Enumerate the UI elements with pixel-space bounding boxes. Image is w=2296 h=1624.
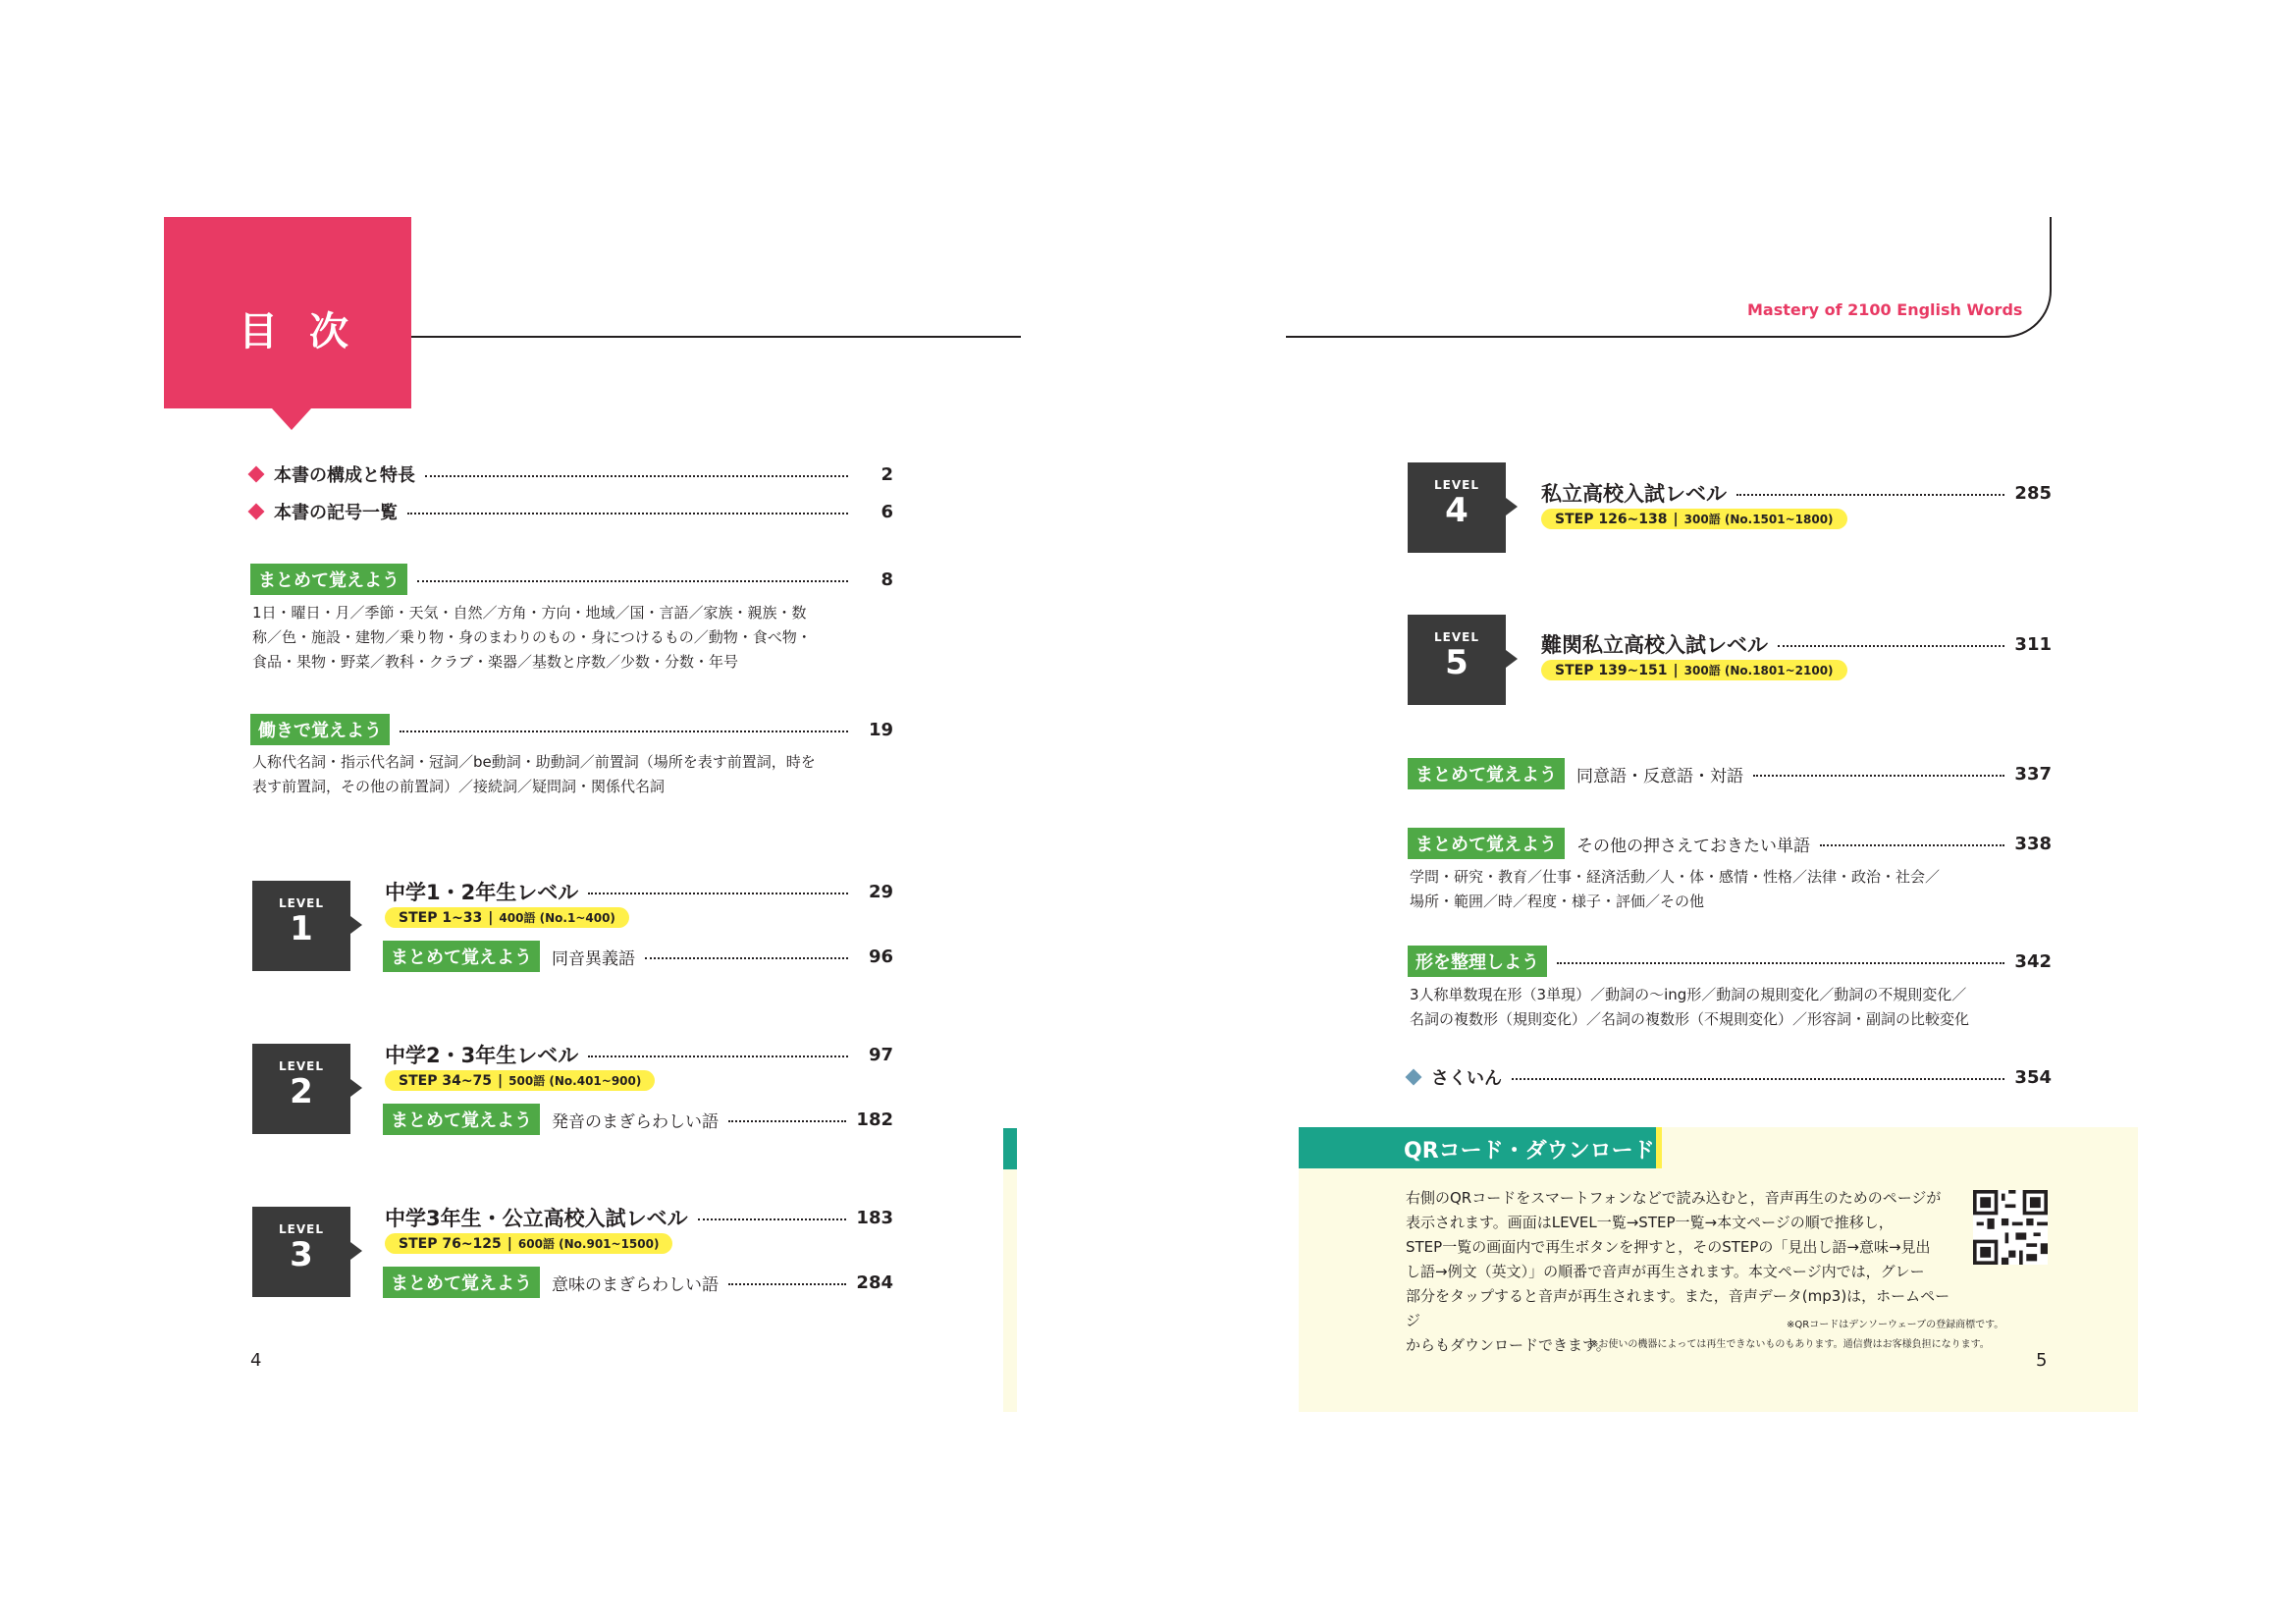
leader-dots: [588, 1056, 848, 1057]
qr-title: QRコード・ダウンロード: [1404, 1139, 1655, 1164]
section-tag: まとめて覚えよう: [383, 1104, 540, 1135]
toc-page: 342: [2014, 950, 2052, 972]
step-range: STEP 76~125: [399, 1236, 502, 1252]
toc-page: 284: [856, 1272, 893, 1293]
leader-dots: [728, 1283, 846, 1285]
word-range: 300語 (No.1801~2100): [1683, 664, 1834, 677]
note-line: 学問・研究・教育／仕事・経済活動／人・体・感情・性格／法律・政治・社会／: [1410, 868, 1941, 886]
toc-page: 337: [2014, 763, 2052, 785]
leader-dots: [1557, 962, 2004, 964]
level-title: 中学1・2年生レベル: [385, 881, 579, 904]
header-curve: [1993, 217, 2052, 338]
leader-dots: [698, 1218, 847, 1220]
step-pill-4: STEP 126~138 | 300語 (No.1501~1800): [1541, 509, 1847, 529]
other-words-note: [1410, 865, 1940, 914]
level-word: LEVEL: [279, 896, 324, 910]
qr-note-trademark: ※QRコードはデンソーウェーブの登録商標です。: [1787, 1320, 2004, 1330]
level-word: LEVEL: [279, 1222, 324, 1236]
toc-page: 29: [868, 881, 893, 902]
level-number: 1: [290, 909, 313, 948]
group1-note: [252, 601, 812, 675]
step-range: STEP 139~151: [1555, 663, 1668, 678]
page-title: 目次: [239, 309, 380, 354]
section-tag: まとめて覚えよう: [383, 941, 540, 972]
note-line: 3人称単数現在形（3単現）／動詞の～ing形／動詞の規則変化／動詞の不規則変化／: [1410, 986, 1967, 1003]
level-badge-1: [252, 881, 350, 971]
step-pill-3: STEP 76~125 | 600語 (No.901~1500): [385, 1233, 672, 1254]
side-tab-cream: [1003, 1169, 1017, 1412]
leader-dots: [400, 731, 848, 732]
sub-label: その他の押さえておきたい単語: [1576, 836, 1810, 856]
leader-dots: [407, 513, 848, 514]
leader-dots: [1778, 645, 2004, 647]
leader-dots: [417, 580, 848, 582]
note-line: 1日・曜日・月／季節・天気・自然／方角・方向・地域／国・言語／家族・親族・数: [252, 604, 807, 622]
toc-page: 97: [868, 1044, 893, 1065]
toc-row-level-2-sub[interactable]: [383, 1104, 893, 1135]
word-range: 300語 (No.1501~1800): [1683, 513, 1834, 526]
word-range: 600語 (No.901~1500): [517, 1237, 660, 1251]
toc-label: 本書の構成と特長: [274, 465, 415, 486]
level-number: 4: [1445, 491, 1468, 530]
step-pill-5: STEP 139~151 | 300語 (No.1801~2100): [1541, 660, 1847, 680]
level-badge-4: [1408, 462, 1506, 553]
leader-dots: [425, 475, 848, 477]
qr-body-line: 右側のQRコードをスマートフォンなどで読み込むと，音声再生のためのページが: [1406, 1189, 1942, 1207]
level-badge-5: [1408, 615, 1506, 705]
toc-page: 6: [881, 501, 893, 522]
leader-dots: [645, 957, 848, 959]
toc-row-level-3-sub[interactable]: [383, 1267, 893, 1298]
step-range: STEP 126~138: [1555, 512, 1668, 527]
header-rule-left: [411, 336, 1021, 338]
step-pill-1: STEP 1~33 | 400語 (No.1~400): [385, 907, 629, 928]
toc-row-level-5[interactable]: [1541, 629, 2052, 659]
toc-page: 182: [856, 1109, 893, 1130]
level-number: 5: [1445, 643, 1468, 682]
level-title: 私立高校入試レベル: [1541, 482, 1727, 506]
section-tag: 働きで覚えよう: [250, 714, 390, 745]
word-range: 400語 (No.1~400): [499, 911, 615, 925]
section-tag: まとめて覚えよう: [383, 1267, 540, 1298]
forms-note: [1410, 983, 1969, 1032]
level-badge-3: [252, 1207, 350, 1297]
step-range: STEP 1~33: [399, 910, 483, 926]
leader-dots: [1736, 494, 2004, 496]
word-range: 500語 (No.401~900): [508, 1074, 642, 1088]
toc-row-intro-2[interactable]: [250, 499, 893, 524]
sub-label: 発音のまぎらわしい語: [552, 1111, 719, 1132]
toc-page: 338: [2014, 833, 2052, 854]
level-word: LEVEL: [1434, 630, 1479, 644]
note-line: 表す前置詞，その他の前置詞）／接続詞／疑問詞・関係代名詞: [252, 778, 666, 795]
toc-page: 96: [868, 946, 893, 967]
leader-dots: [588, 893, 848, 894]
section-tag: まとめて覚えよう: [1408, 828, 1565, 859]
level-number: 2: [290, 1072, 313, 1111]
toc-row-level-4[interactable]: [1541, 478, 2052, 508]
level-word: LEVEL: [1434, 478, 1479, 492]
diamond-icon: [1406, 1069, 1422, 1086]
toc-page: 19: [868, 719, 893, 740]
sub-label: 同音異義語: [552, 948, 635, 969]
toc-page: 285: [2014, 482, 2052, 504]
toc-row-level-2[interactable]: [385, 1040, 893, 1069]
toc-row-forms[interactable]: [1408, 946, 2052, 977]
qr-code-icon[interactable]: [1973, 1190, 2048, 1265]
note-line: 称／色・施設・建物／乗り物・身のまわりのもの・身につけるもの／動物・食べ物・: [252, 628, 812, 646]
page-number-right: 5: [2036, 1350, 2048, 1371]
series-title: Mastery of 2100 English Words: [1747, 300, 2023, 319]
diamond-icon: [248, 466, 265, 483]
leader-dots: [1512, 1078, 2004, 1080]
level-badge-2: [252, 1044, 350, 1134]
note-line: 食品・果物・野菜／教科・クラブ・楽器／基数と序数／少数・分数・年号: [252, 653, 739, 671]
qr-body: [1406, 1186, 1955, 1358]
page-number-left: 4: [250, 1350, 262, 1371]
section-tag: 形を整理しよう: [1408, 946, 1547, 977]
qr-header-accent: [1656, 1127, 1662, 1168]
toc-row-level-1-sub[interactable]: [383, 941, 893, 972]
group2-note: [252, 750, 816, 799]
qr-note-device: ※お使いの機器によっては再生できないものもあります。通信費はお客様負担になります。: [1590, 1339, 1990, 1350]
level-title: 難関私立高校入試レベル: [1541, 633, 1768, 657]
diamond-icon: [248, 504, 265, 520]
note-line: 人称代名詞・指示代名詞・冠詞／be動詞・助動詞／前置詞（場所を表す前置詞，時を: [252, 753, 816, 771]
toc-page: 354: [2014, 1066, 2052, 1088]
qr-body-line: からもダウンロードできます。: [1406, 1336, 1611, 1354]
qr-body-line: 部分をタップすると音声が再生されます。また，音声データ(mp3)は，ホームページ: [1406, 1287, 1950, 1329]
qr-body-line: STEP一覧の画面内で再生ボタンを押すと，そのSTEPの「見出し語→意味→見出: [1406, 1238, 1931, 1256]
step-range: STEP 34~75: [399, 1073, 493, 1089]
level-title: 中学2・3年生レベル: [385, 1044, 579, 1067]
section-tag: まとめて覚えよう: [250, 564, 407, 595]
toc-row-level-1[interactable]: [385, 877, 893, 906]
section-tag: まとめて覚えよう: [1408, 758, 1565, 789]
toc-page: 8: [881, 568, 893, 590]
leader-dots: [728, 1120, 846, 1122]
level-word: LEVEL: [279, 1059, 324, 1073]
toc-row-group1[interactable]: [250, 564, 893, 595]
sub-label: 同意語・反意語・対語: [1576, 766, 1743, 786]
note-line: 名詞の複数形（規則変化）／名詞の複数形（不規則変化）／形容詞・副詞の比較変化: [1410, 1010, 1970, 1028]
side-tab-green: [1003, 1128, 1017, 1169]
step-pill-2: STEP 34~75 | 500語 (No.401~900): [385, 1070, 655, 1091]
toc-label: 本書の記号一覧: [274, 503, 398, 523]
level-number: 3: [290, 1235, 313, 1274]
qr-body-line: し語→例文（英文）」の順番で音声が再生されます。本文ページ内では，グレー: [1406, 1263, 1925, 1280]
toc-page: 2: [881, 463, 893, 485]
toc-row-intro-1[interactable]: [250, 461, 893, 487]
toc-row-index[interactable]: [1408, 1064, 2052, 1090]
toc-row-level-3[interactable]: [385, 1203, 893, 1232]
level-title: 中学3年生・公立高校入試レベル: [385, 1207, 688, 1230]
toc-page: 311: [2014, 633, 2052, 655]
qr-body-line: 表示されます。画面はLEVEL一覧→STEP一覧→本文ページの順で推移し，: [1406, 1214, 1894, 1231]
header-rule-right: [1286, 336, 2002, 338]
toc-row-synonyms[interactable]: [1408, 758, 2052, 789]
toc-row-other-words[interactable]: [1408, 828, 2052, 859]
toc-label: さくいん: [1431, 1068, 1502, 1089]
leader-dots: [1820, 844, 2004, 846]
toc-row-group2[interactable]: [250, 714, 893, 745]
note-line: 場所・範囲／時／程度・様子・評価／その他: [1410, 893, 1705, 910]
toc-page: 183: [856, 1207, 893, 1228]
leader-dots: [1753, 775, 2004, 777]
sub-label: 意味のまぎらわしい語: [552, 1274, 719, 1295]
